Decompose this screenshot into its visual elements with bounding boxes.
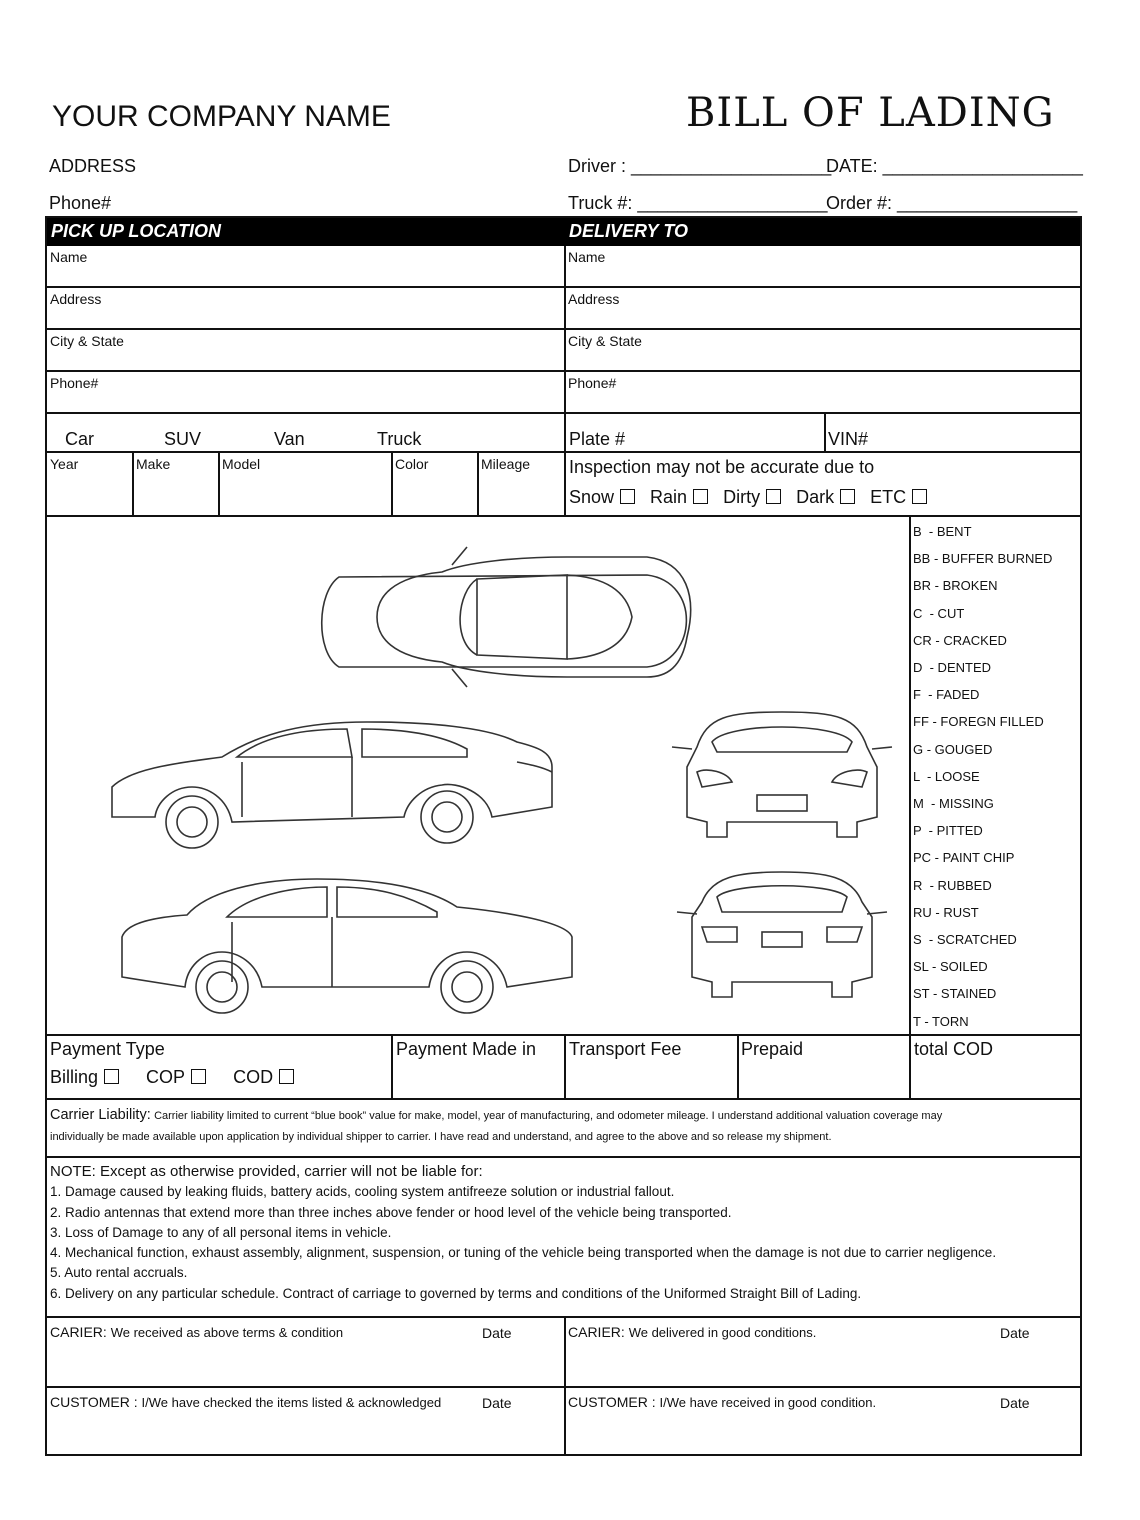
inspection-note: Inspection may not be accurate due to <box>569 457 875 477</box>
divider <box>132 451 134 515</box>
damage-code-item: R - RUBBED <box>913 877 992 893</box>
note-item: 6. Delivery on any particular schedule. Contract of carriage to governed by terms and conditions of the Uniformed Straight Bill of Lading. <box>50 1285 862 1301</box>
damage-code-item: M - MISSING <box>913 796 994 811</box>
damage-code-item: RU - RUST <box>913 904 979 920</box>
damage-code-item: P - PITTED <box>913 823 983 839</box>
snow-label: Snow <box>569 487 615 507</box>
vin-field[interactable]: VIN# <box>828 429 869 449</box>
model-field[interactable]: Model <box>222 456 261 472</box>
divider <box>218 451 220 515</box>
liability-text-2: individually be made available upon application by individual shipper to carrier. I have read and understand, and agree to the above and so release my shipment. <box>50 1131 832 1143</box>
customer-text: I/We have received in good condition. <box>659 1395 877 1410</box>
dirty-label: Dirty <box>723 487 761 507</box>
total-cod-field[interactable]: total COD <box>914 1039 994 1059</box>
etc-label: ETC <box>870 487 907 507</box>
divider <box>564 1034 566 1098</box>
customer-delivery-signature[interactable] <box>568 1394 876 1410</box>
vehicle-damage-diagram[interactable] <box>47 517 907 1033</box>
payment-type-label: Payment Type <box>50 1039 165 1059</box>
divider <box>391 1034 393 1098</box>
customer-delivery-date[interactable]: Date <box>1000 1395 1030 1411</box>
carrier-text: We delivered in good conditions. <box>628 1325 817 1340</box>
note-item: 3. Loss of Damage to any of all personal items in vehicle. <box>50 1224 392 1240</box>
dark-checkbox[interactable] <box>840 489 855 504</box>
company-name: YOUR COMPANY NAME <box>52 100 391 133</box>
notes-heading: NOTE: Except as otherwise provided, carrier will not be liable for: <box>50 1163 483 1180</box>
car-front-view-icon <box>672 712 892 837</box>
cod-checkbox[interactable] <box>279 1069 294 1084</box>
damage-code-item: G - GOUGED <box>913 741 993 757</box>
vehicle-type-van[interactable]: Van <box>274 429 305 449</box>
driver-field[interactable]: Driver : ____________________ <box>568 156 832 176</box>
document-title: BILL OF LADING <box>686 90 1055 136</box>
etc-checkbox[interactable] <box>912 489 927 504</box>
note-item: 2. Radio antennas that extend more than three inches above fender or hood level of the vehicle being transported. <box>50 1204 732 1220</box>
carrier-pickup-date[interactable]: Date <box>482 1325 512 1341</box>
damage-code-item: BB - BUFFER BURNED <box>913 551 1053 567</box>
divider <box>564 1316 566 1456</box>
pickup-address-field[interactable]: Address <box>50 291 102 307</box>
liability-text-1: Carrier liability limited to current “blue book” value for make, model, year of manufacturing, and odometer mileage. I understand additional valuation coverage may <box>154 1110 943 1122</box>
delivery-address-field[interactable]: Address <box>568 291 620 307</box>
carrier-label: CARIER: <box>50 1324 107 1340</box>
damage-code-item: CR - CRACKED <box>913 632 1007 648</box>
damage-code-item: D - DENTED <box>913 660 991 675</box>
note-item: 1. Damage caused by leaking fluids, battery acids, cooling system antifreeze solution or industrial fallout. <box>50 1184 675 1200</box>
billing-label: Billing <box>50 1067 99 1087</box>
carrier-label: CARIER: <box>568 1324 625 1340</box>
dirty-checkbox[interactable] <box>766 489 781 504</box>
delivery-heading: DELIVERY TO <box>569 221 689 241</box>
mileage-field[interactable]: Mileage <box>481 456 531 472</box>
delivery-name-field[interactable]: Name <box>568 249 606 265</box>
note-item: 4. Mechanical function, exhaust assembly, alignment, suspension, or tuning of the vehicle being transported when the damage is not due to carrier negligence. <box>50 1245 997 1261</box>
pickup-name-field[interactable]: Name <box>50 249 88 265</box>
damage-code-item: T - TORN <box>913 1013 969 1029</box>
customer-pickup-date[interactable]: Date <box>482 1395 512 1411</box>
vehicle-type-car[interactable]: Car <box>65 429 95 449</box>
carrier-delivery-date[interactable]: Date <box>1000 1325 1030 1341</box>
divider <box>47 1156 1082 1158</box>
carrier-pickup-signature[interactable] <box>50 1324 343 1340</box>
dark-label: Dark <box>796 487 835 507</box>
liability-label: Carrier Liability: <box>50 1107 151 1123</box>
damage-code-item: SL - SOILED <box>913 959 988 975</box>
payment-made-in-field[interactable]: Payment Made in <box>396 1039 537 1059</box>
damage-code-item: C - CUT <box>913 605 965 621</box>
liability-notes <box>50 1162 996 1304</box>
inspection-options <box>569 487 937 508</box>
snow-checkbox[interactable] <box>620 489 635 504</box>
year-field[interactable]: Year <box>50 456 79 472</box>
customer-text: I/We have checked the items listed & acknowledged <box>141 1395 442 1410</box>
damage-code-item: S - SCRATCHED <box>913 932 1017 947</box>
divider <box>909 515 911 1098</box>
note-item: 5. Auto rental accruals. <box>50 1265 188 1281</box>
delivery-city-field[interactable]: City & State <box>568 333 642 349</box>
cod-label: COD <box>233 1067 274 1087</box>
damage-code-item: L - LOOSE <box>913 768 980 784</box>
prepaid-field[interactable]: Prepaid <box>741 1039 804 1059</box>
form-grid <box>45 216 1082 1456</box>
car-rear-view-icon <box>677 872 887 997</box>
car-top-view-icon <box>322 547 691 687</box>
divider <box>477 451 479 515</box>
damage-code-item: B - BENT <box>913 524 972 539</box>
divider <box>391 451 393 515</box>
transport-fee-field[interactable]: Transport Fee <box>569 1039 682 1059</box>
address-label: ADDRESS <box>49 156 137 176</box>
carrier-liability <box>50 1105 1075 1147</box>
car-left-side-icon <box>112 722 552 848</box>
pickup-city-field[interactable]: City & State <box>50 333 124 349</box>
order-field[interactable]: Order #: __________________ <box>826 193 1078 213</box>
delivery-phone-field[interactable]: Phone# <box>568 375 617 391</box>
rain-label: Rain <box>650 487 688 507</box>
date-field[interactable]: DATE: ____________________ <box>826 156 1083 176</box>
rain-checkbox[interactable] <box>693 489 708 504</box>
damage-code-item: F - FADED <box>913 687 980 703</box>
cop-label: COP <box>146 1067 186 1087</box>
location-header-bar <box>47 218 1080 246</box>
truck-field[interactable]: Truck #: ___________________ <box>568 193 828 213</box>
payment-options <box>50 1067 304 1088</box>
damage-code-item: ST - STAINED <box>913 986 997 1002</box>
vehicle-type-suv[interactable]: SUV <box>164 429 202 449</box>
pickup-heading: PICK UP LOCATION <box>51 221 221 241</box>
make-field[interactable]: Make <box>136 456 171 472</box>
damage-code-item: FF - FOREGN FILLED <box>913 714 1044 730</box>
car-right-side-icon <box>122 879 572 1013</box>
divider <box>824 412 826 451</box>
customer-label: CUSTOMER : <box>568 1394 656 1410</box>
damage-code-item: PC - PAINT CHIP <box>913 850 1015 866</box>
billing-checkbox[interactable] <box>104 1069 119 1084</box>
divider <box>737 1034 739 1098</box>
cop-checkbox[interactable] <box>191 1069 206 1084</box>
pickup-phone-field[interactable]: Phone# <box>50 375 99 391</box>
damage-code-item: BR - BROKEN <box>913 578 998 594</box>
customer-label: CUSTOMER : <box>50 1394 138 1410</box>
plate-field[interactable]: Plate # <box>569 429 626 449</box>
vehicle-type-truck[interactable]: Truck <box>377 429 422 449</box>
phone-label: Phone# <box>49 193 112 213</box>
carrier-delivery-signature[interactable] <box>568 1324 816 1340</box>
customer-pickup-signature[interactable] <box>50 1394 441 1410</box>
carrier-text: We received as above terms & condition <box>110 1325 344 1340</box>
divider <box>564 246 566 515</box>
color-field[interactable]: Color <box>395 456 429 472</box>
divider <box>47 1098 1082 1100</box>
